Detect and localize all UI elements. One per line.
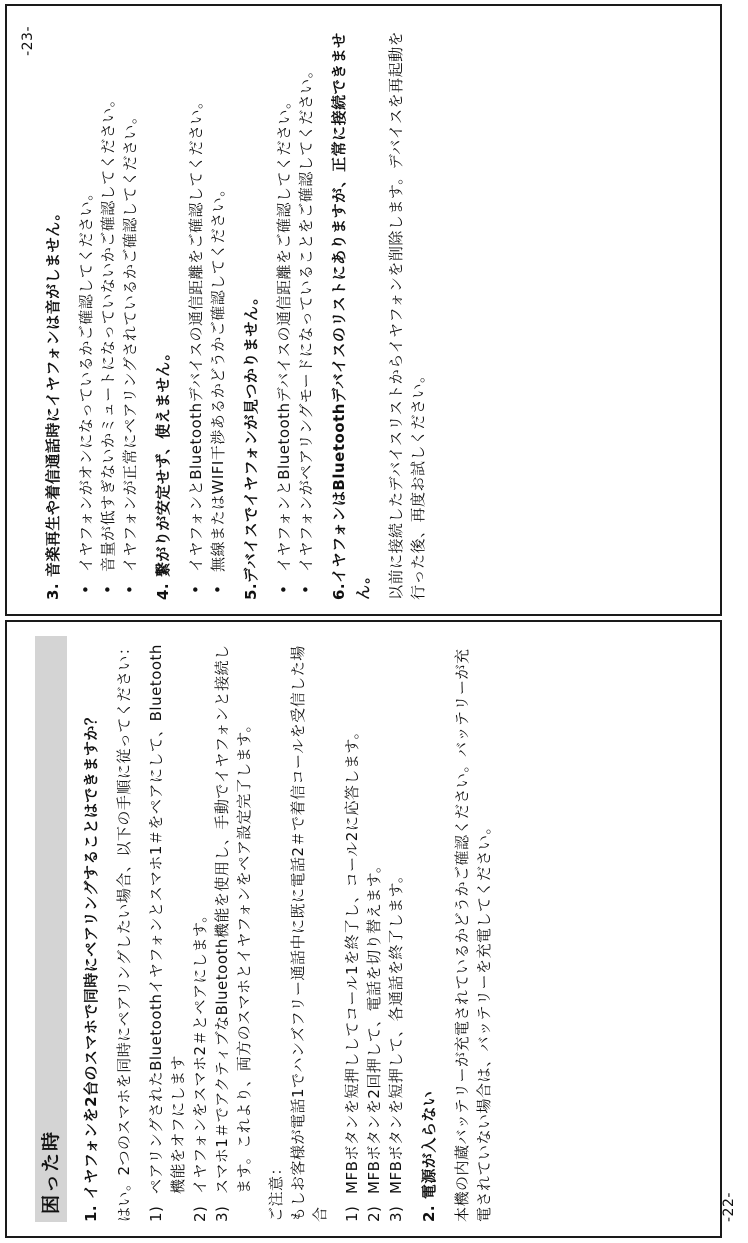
note-steps <box>341 636 407 1222</box>
bullet-icon: • <box>275 584 293 594</box>
q4-list <box>185 20 229 600</box>
list-item: 2) MFBボタンを2回押して、電話を切り替えます。 <box>365 857 383 1222</box>
note-text: もしお客様が電話1でハンズフリー通話中に既に電話2＃で着信コールを受信した場合 <box>289 645 329 1222</box>
page-22 <box>5 620 737 1238</box>
q6-text: 以前に接続したデバイスリストからイヤフォンを削除します。デバイスを再起動を行った後、再度お試しください。 <box>387 30 427 600</box>
list-item: • イヤフォンが正常にペアリングされているかご確認してください。 <box>121 108 139 594</box>
page-number: -22- <box>721 1192 737 1222</box>
list-item: • 無線またはWIFI干渉あるかどうかご確認してください。 <box>209 181 227 594</box>
list-item: 1) MFBボタンを短押ししてコール1を終了し、コール2に応答します。 <box>343 723 361 1222</box>
q1-steps <box>145 636 255 1222</box>
list-item: 3) スマホ1＃でアクティブなBluetooth機能を使用し、手動でイヤフォンと接続します。これより、両方のスマホとイヤフォンをペア設定完了します。 <box>213 644 253 1222</box>
note-label: ご注意： <box>267 1159 285 1222</box>
bullet-icon: • <box>121 584 139 594</box>
bullet-icon: • <box>77 584 95 594</box>
section-banner: 困った時 <box>35 636 67 1222</box>
q2-text: 本機の内蔵バッテリーが充電されているかどうかご確認ください。バッテリーが充電されていない場合は、バッテリーを充電してください。 <box>453 648 493 1222</box>
list-item: 2) イヤフォンをスマホ2＃とペアにします。 <box>191 907 209 1222</box>
bullet-icon: • <box>187 584 205 594</box>
q1-heading: 1. イヤフォンを2台のスマホで同時にペアリングすることはできますか？ <box>82 709 100 1222</box>
bullet-icon: • <box>209 584 227 594</box>
bullet-icon: • <box>297 584 315 594</box>
q3-list <box>75 20 141 600</box>
list-item: 1) ペアリングされたBluetoothイヤフォンとスマホ1＃をペアにして、Bluetooth機能をオフにします <box>147 644 187 1222</box>
q5-heading: 5.デバイスでイヤフォンが見つかりません。 <box>242 289 260 600</box>
q5-list <box>273 20 317 600</box>
q4-heading: 4. 繋がりが安定せず、使えません。 <box>154 344 172 600</box>
q6-heading: 6.イヤフォンはBluetoothデバイスのリストにありますが、正常に接続できません。 <box>330 32 372 600</box>
page-23-content <box>7 6 720 614</box>
list-item: • イヤフォンがペアリングモードになっていることをご確認してください。 <box>297 62 315 594</box>
list-item: • イヤフォンとBluetoothデバイスの通信距離をご確認してください。 <box>275 93 293 594</box>
q1-intro: はい。2つのスマホを同時にペアリングしたい場合、以下の手順に従ってください： <box>115 639 133 1222</box>
list-item: • イヤフォンとBluetoothデバイスの通信距離をご確認してください。 <box>187 93 205 594</box>
page-number: -23- <box>20 26 36 56</box>
page-23 <box>5 4 722 616</box>
list-item: • 音量が低すぎないかミュートになっていないかご確認してください。 <box>99 91 117 594</box>
q2-heading: 2. 電源が入らない <box>420 1090 438 1222</box>
page-22-content <box>7 622 737 1236</box>
q3-heading: 3. 音楽再生や着信通話時にイヤフォンは音がしません。 <box>44 204 62 600</box>
bullet-icon: • <box>99 584 117 594</box>
list-item: 3) MFBボタンを短押して、各通話を終了します。 <box>387 867 405 1222</box>
list-item: • イヤフォンがオンになっているかご確認してください。 <box>77 185 95 594</box>
